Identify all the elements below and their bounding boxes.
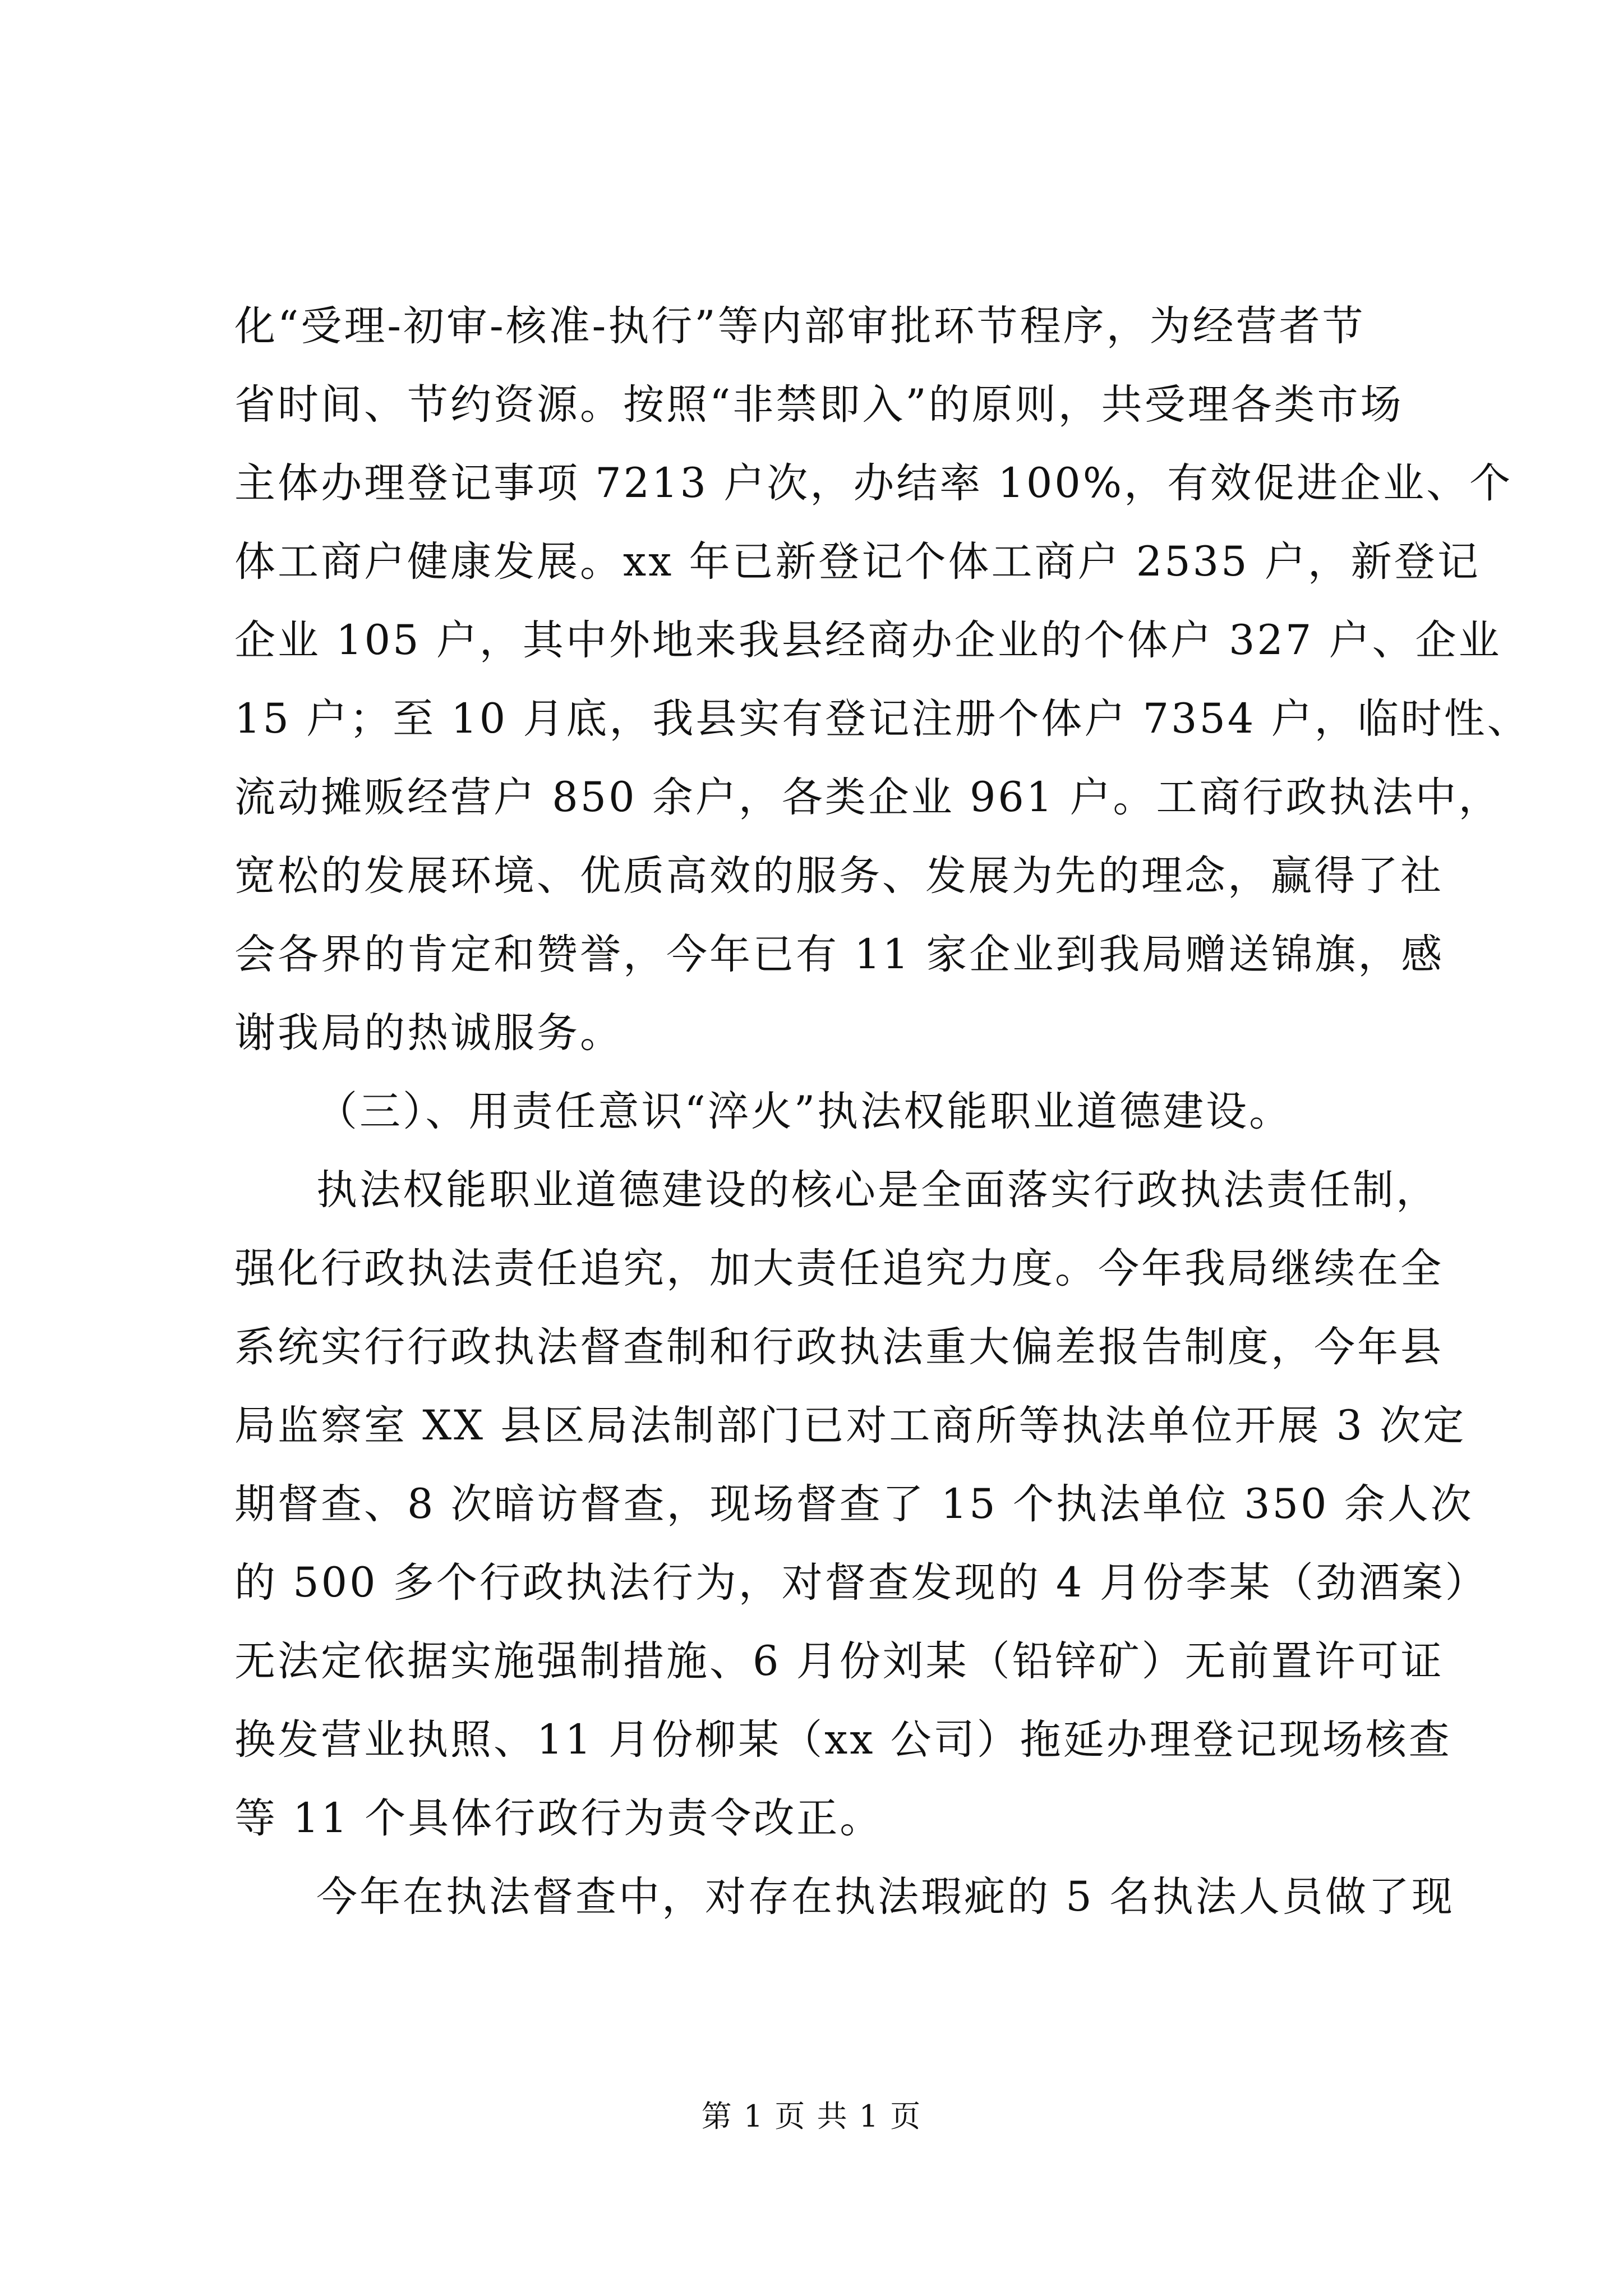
text-line: 15 户；至 10 月底，我县实有登记注册个体户 7354 户，临时性、 <box>234 695 1530 743</box>
text-line: 的 500 多个行政执法行为，对督查发现的 4 月份李某（劲酒案） <box>234 1559 1488 1607</box>
text-line: 局监察室 XX 县区局法制部门已对工商所等执法单位开展 3 次定 <box>234 1402 1467 1450</box>
text-line: 会各界的肯定和赞誉，今年已有 11 家企业到我局赠送锦旗，感 <box>234 931 1445 978</box>
text-line: 主体办理登记事项 7213 户次，办结率 100%，有效促进企业、个 <box>234 459 1513 507</box>
text-line: 企业 105 户，其中外地来我县经商办企业的个体户 327 户、企业 <box>234 616 1502 664</box>
text-line: 执法权能职业道德建设的核心是全面落实行政执法责任制， <box>316 1166 1439 1214</box>
text-line: 化“受理-初审-核准-执行”等内部审批环节程序，为经营者节 <box>234 302 1366 350</box>
text-line: 强化行政执法责任追究，加大责任追究力度。今年我局继续在全 <box>234 1245 1444 1292</box>
text-line: 期督查、8 次暗访督查，现场督查了 15 个执法单位 350 余人次 <box>234 1480 1474 1528</box>
text-line: 今年在执法督查中，对存在执法瑕疵的 5 名执法人员做了现 <box>316 1873 1455 1921</box>
text-line: 等 11 个具体行政行为责令改正。 <box>234 1795 883 1842</box>
page-footer: 第 1 页 共 1 页 <box>701 2099 922 2134</box>
section-heading: （三）、用责任意识“淬火”执法权能职业道德建设。 <box>316 1088 1293 1135</box>
text-line: 省时间、节约资源。按照“非禁即入”的原则，共受理各类市场 <box>234 381 1404 429</box>
text-line: 系统实行行政执法督查制和行政执法重大偏差报告制度，今年县 <box>234 1323 1444 1371</box>
text-line: 流动摊贩经营户 850 余户，各类企业 961 户。工商行政执法中， <box>234 774 1502 821</box>
text-line: 谢我局的热诚服务。 <box>234 1009 623 1057</box>
text-line: 无法定依据实施强制措施、6 月份刘某（铅锌矿）无前置许可证 <box>234 1637 1444 1685</box>
text-line: 体工商户健康发展。xx 年已新登记个体工商户 2535 户，新登记 <box>234 538 1481 586</box>
text-line: 换发营业执照、11 月份柳某（xx 公司）拖延办理登记现场核查 <box>234 1716 1452 1764</box>
text-line: 宽松的发展环境、优质高效的服务、发展为先的理念，赢得了社 <box>234 852 1444 900</box>
